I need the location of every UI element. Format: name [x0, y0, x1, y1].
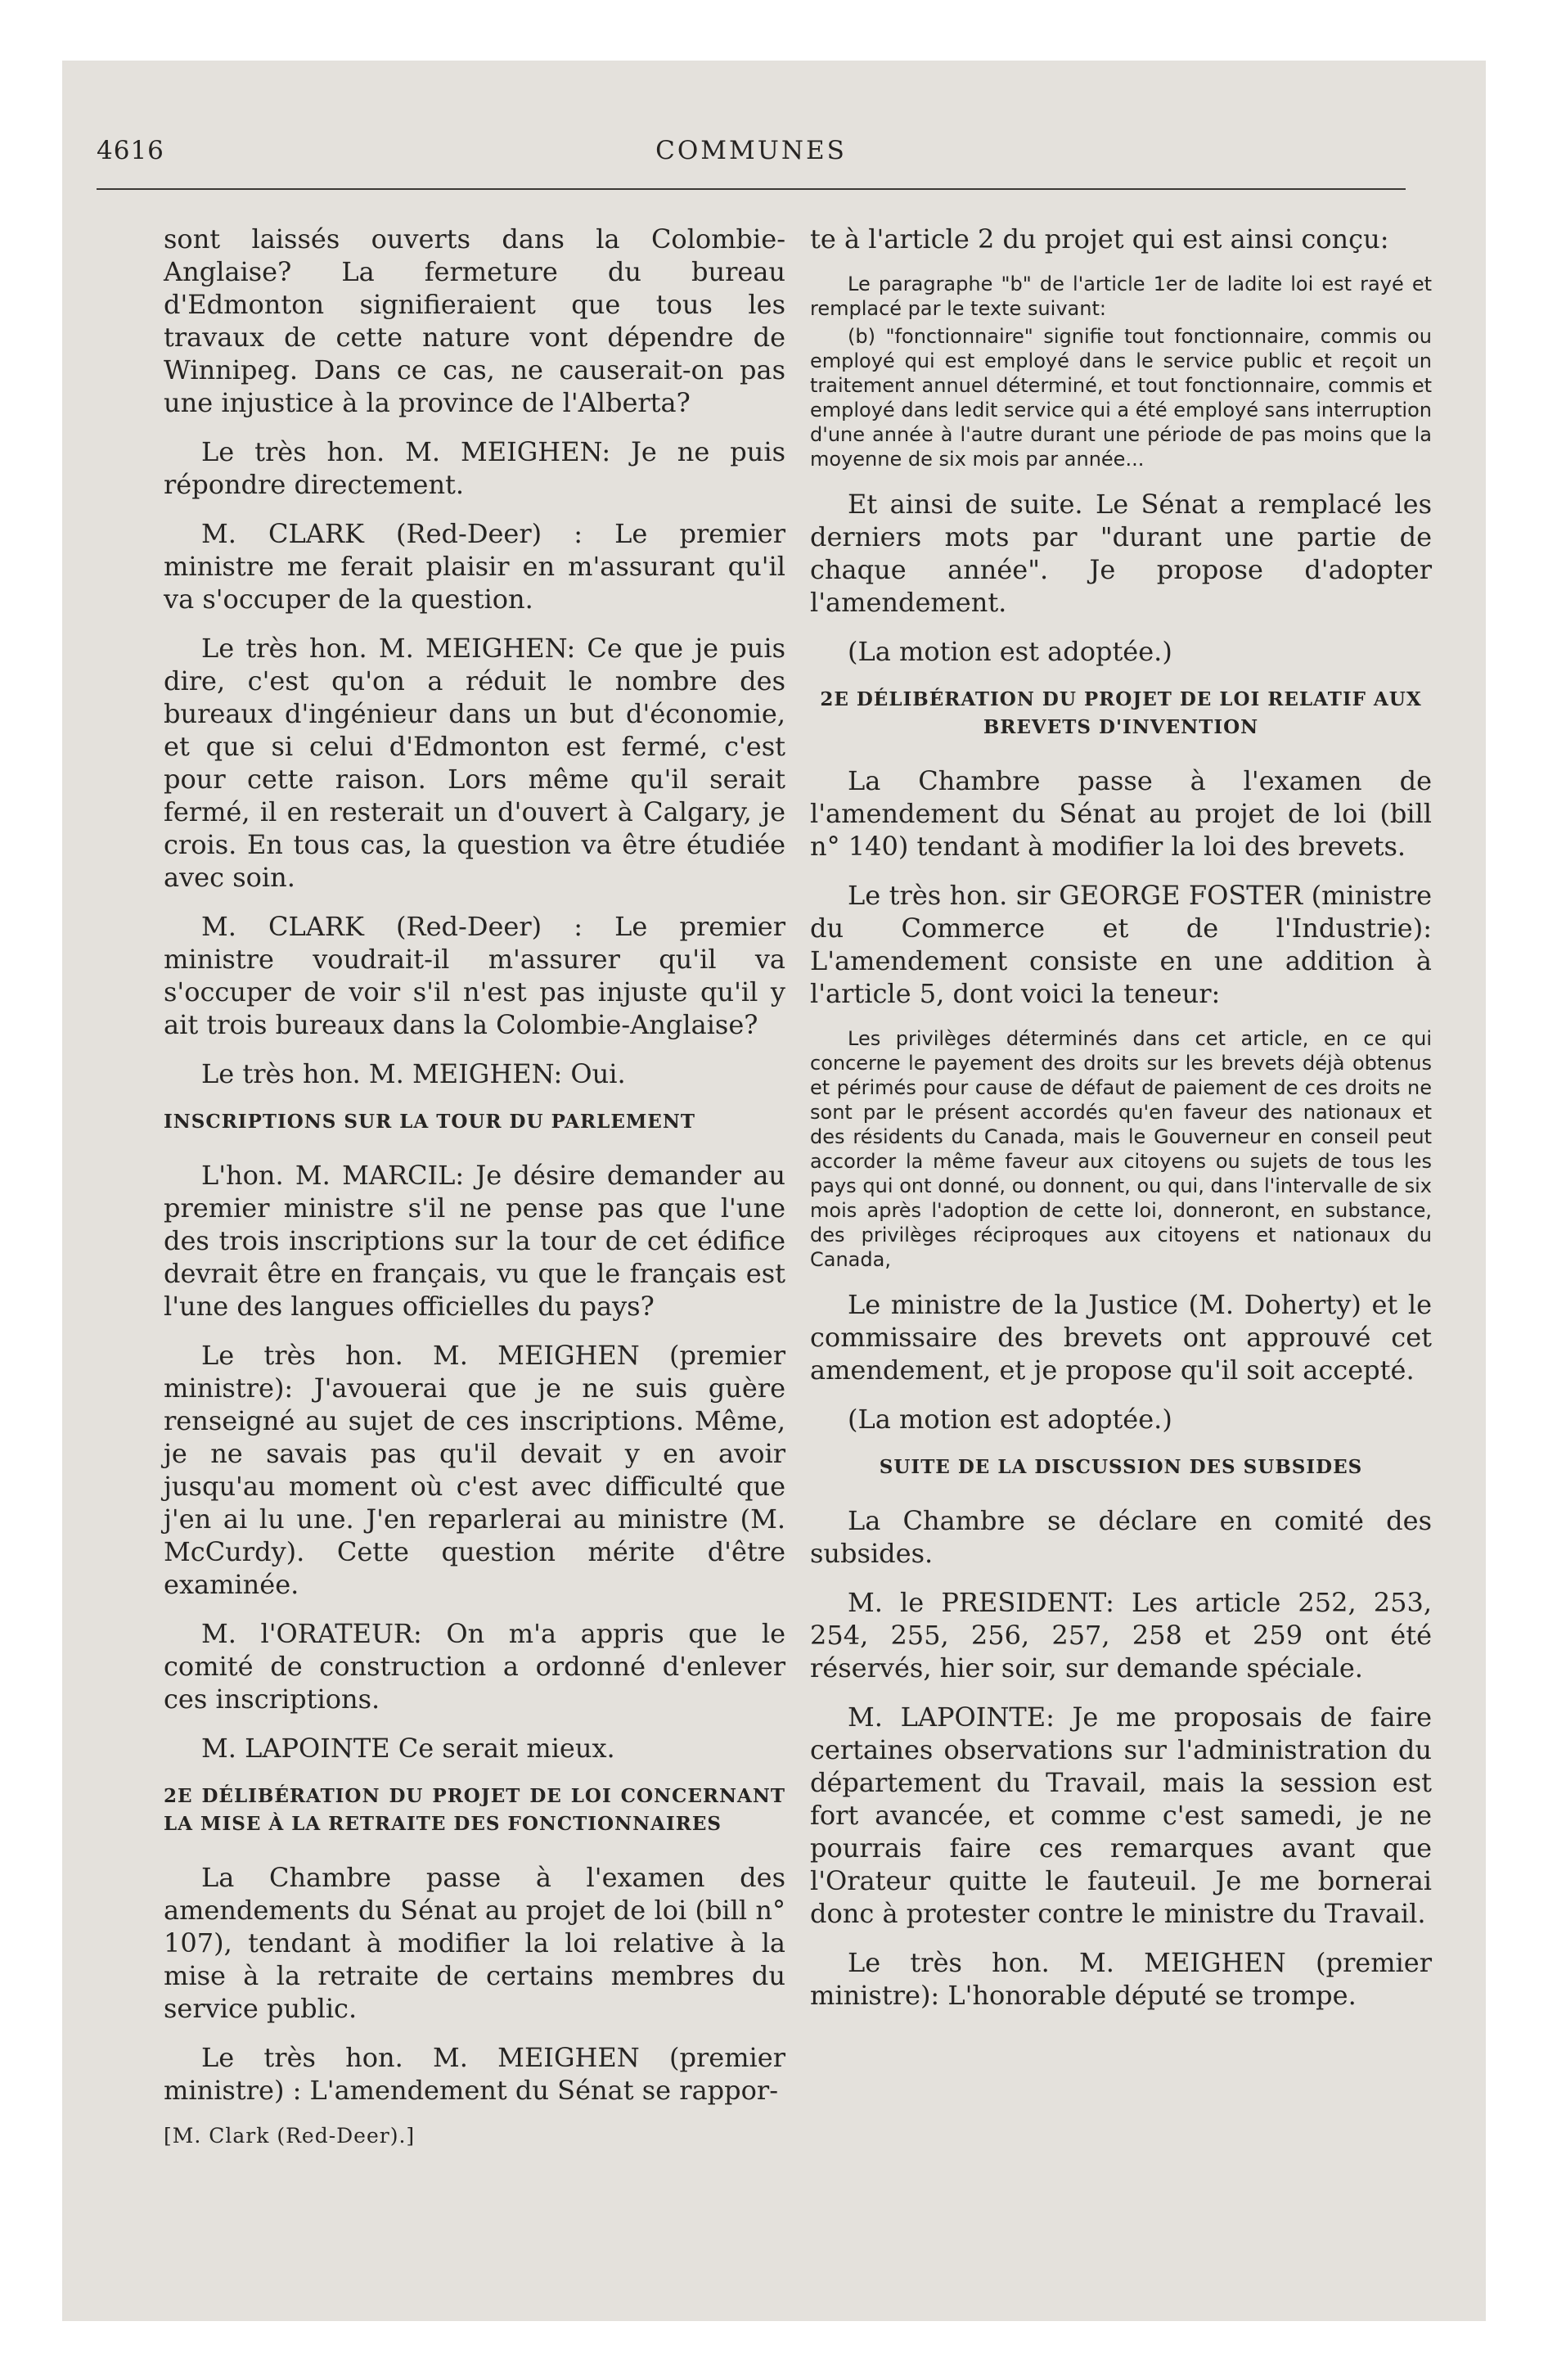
paragraph: M. CLARK (Red-Deer) : Le premier ministre me ferait plaisir en m'assurant qu'il va s'occuper de la question. — [164, 518, 785, 615]
paragraph: sont laissés ouverts dans la Colombie-Anglaise? La fermeture du bureau d'Edmonton signifieraient que tous les travaux de cette nature vont dépendre de Winnipeg. Dans ce cas, ne causerait-on pas une injustice à la province de l'Alberta? — [164, 223, 785, 418]
paragraph: La Chambre passe à l'examen des amendements du Sénat au projet de loi (bill n° 107), tendant à modifier la loi relative à la mise à la retraite de certains membres du service public. — [164, 1862, 785, 2024]
left-column — [164, 223, 785, 2149]
header-rule — [97, 188, 1406, 190]
paragraph: Le très hon. M. MEIGHEN: Oui. — [201, 1058, 626, 1089]
paragraph: M. LAPOINTE: Je me proposais de faire certaines observations sur l'administration du département du Travail, mais la session est fort avancée, et comme c'est samedi, je ne pourrais faire ces remarques avant que l'Orateur quitte le fauteuil. Je me bornerai donc à protester contre le ministre du Travail. — [810, 1702, 1432, 1929]
paragraph: Le ministre de la Justice (M. Doherty) et le commissaire des brevets ont approuvé cet amendement, et je propose qu'il soit accepté. — [810, 1289, 1432, 1386]
paragraph: M. l'ORATEUR: On m'a appris que le comité de construction a ordonné d'enlever ces inscriptions. — [164, 1618, 785, 1715]
paragraph: M. LAPOINTE Ce serait mieux. — [201, 1733, 615, 1764]
page-header — [97, 136, 1406, 169]
paragraph: te à l'article 2 du projet qui est ainsi conçu: — [810, 223, 1389, 255]
paragraph: La Chambre passe à l'examen de l'amendement du Sénat au projet de loi (bill n° 140) tendant à modifier la loi des brevets. — [810, 765, 1432, 862]
paragraph: M. CLARK (Red-Deer) : Le premier ministre voudrait-il m'assurer qu'il va s'occuper de voir s'il n'est pas injuste qu'il y ait trois bureaux dans la Colombie-Anglaise? — [164, 911, 785, 1040]
section-heading: 2E DÉLIBÉRATION DU PROJET DE LOI RELATIF AUX BREVETS D'INVENTION — [820, 688, 1422, 738]
paragraph: (La motion est adoptée.) — [848, 1404, 1172, 1435]
quoted-text: (b) "fonctionnaire" signifie tout fonctionnaire, commis ou employé qui est employé dans le service public et reçoit un traitement annuel déterminé, et tout fonctionnaire, commis et employé dans ledit service qui a été employé sans interruption d'une année à l'autre durant une période de pas moins que la moyenne de six mois par année... — [810, 325, 1432, 471]
paragraph: La Chambre se déclare en comité des subsides. — [810, 1505, 1432, 1569]
paragraph: L'hon. M. MARCIL: Je désire demander au premier ministre s'il ne pense pas que l'une des trois inscriptions sur la tour de cet édifice devrait être en français, vu que le français est l'une des langues officielles du pays? — [164, 1160, 785, 1322]
section-heading: 2E DÉLIBÉRATION DU PROJET DE LOI CONCERNANT LA MISE À LA RETRAITE DES FONCTIONNAIRES — [164, 1785, 785, 1835]
paragraph: Le très hon. M. MEIGHEN (premier ministre): J'avouerai que je ne suis guère renseigné au sujet de ces inscriptions. Même, je ne savais pas qu'il devait y en avoir jusqu'au moment où c'est avec difficulté que j'en ai lu une. J'en reparlerai au ministre (M. McCurdy). Cette question mérite d'être examinée. — [164, 1340, 785, 1600]
paragraph: M. le PRESIDENT: Les article 252, 253, 254, 255, 256, 257, 258 et 259 ont été réservés, hier soir, sur demande spéciale. — [810, 1587, 1432, 1684]
section-heading: SUITE DE LA DISCUSSION DES SUBSIDES — [879, 1456, 1363, 1478]
paragraph: (La motion est adoptée.) — [848, 636, 1172, 667]
page-number: 4616 — [97, 136, 164, 165]
quoted-text: Le paragraphe "b" de l'article 1er de ladite loi est rayé et remplacé par le texte suivant: — [810, 273, 1432, 320]
page-footer-note: [M. Clark (Red-Deer).] — [164, 2124, 416, 2148]
paragraph: Le très hon. sir GEORGE FOSTER (ministre du Commerce et de l'Industrie): L'amendement consiste en une addition à l'article 5, dont voici la teneur: — [810, 880, 1432, 1009]
quoted-text: Les privilèges déterminés dans cet article, en ce qui concerne le payement des droits sur les brevets déjà obtenus et périmés pour cause de défaut de paiement de ces droits ne sont par le présent accordés qu'en faveur des nationaux et des résidents du Canada, mais le Gouverneur en conseil peut accorder la même faveur aux citoyens ou sujets de tous les pays qui ont donné, ou donnent, ou qui, dans l'intervalle de six mois après l'adoption de cette loi, donneront, en substance, des privilèges réciproques aux citoyens et nationaux du Canada, — [810, 1027, 1432, 1271]
paragraph: Le très hon. M. MEIGHEN (premier ministre) : L'amendement du Sénat se rappor- — [164, 2042, 785, 2106]
paragraph: Le très hon. M. MEIGHEN: Je ne puis répondre directement. — [164, 436, 785, 500]
right-column — [810, 223, 1432, 2028]
section-heading: INSCRIPTIONS SUR LA TOUR DU PARLEMENT — [164, 1111, 695, 1133]
running-head: COMMUNES — [655, 136, 847, 165]
paragraph: Et ainsi de suite. Le Sénat a remplacé les derniers mots par "durant une partie de chaque année". Je propose d'adopter l'amendement. — [810, 489, 1432, 618]
paragraph: Le très hon. M. MEIGHEN (premier ministre): L'honorable député se trompe. — [810, 1947, 1432, 2011]
paragraph: Le très hon. M. MEIGHEN: Ce que je puis dire, c'est qu'on a réduit le nombre des bureaux d'ingénieur dans un but d'économie, et que si celui d'Edmonton est fermé, c'est pour cette raison. Lors même qu'il serait fermé, il en resterait un d'ouvert à Calgary, je crois. En tous cas, la question va être étudiée avec soin. — [164, 633, 785, 893]
